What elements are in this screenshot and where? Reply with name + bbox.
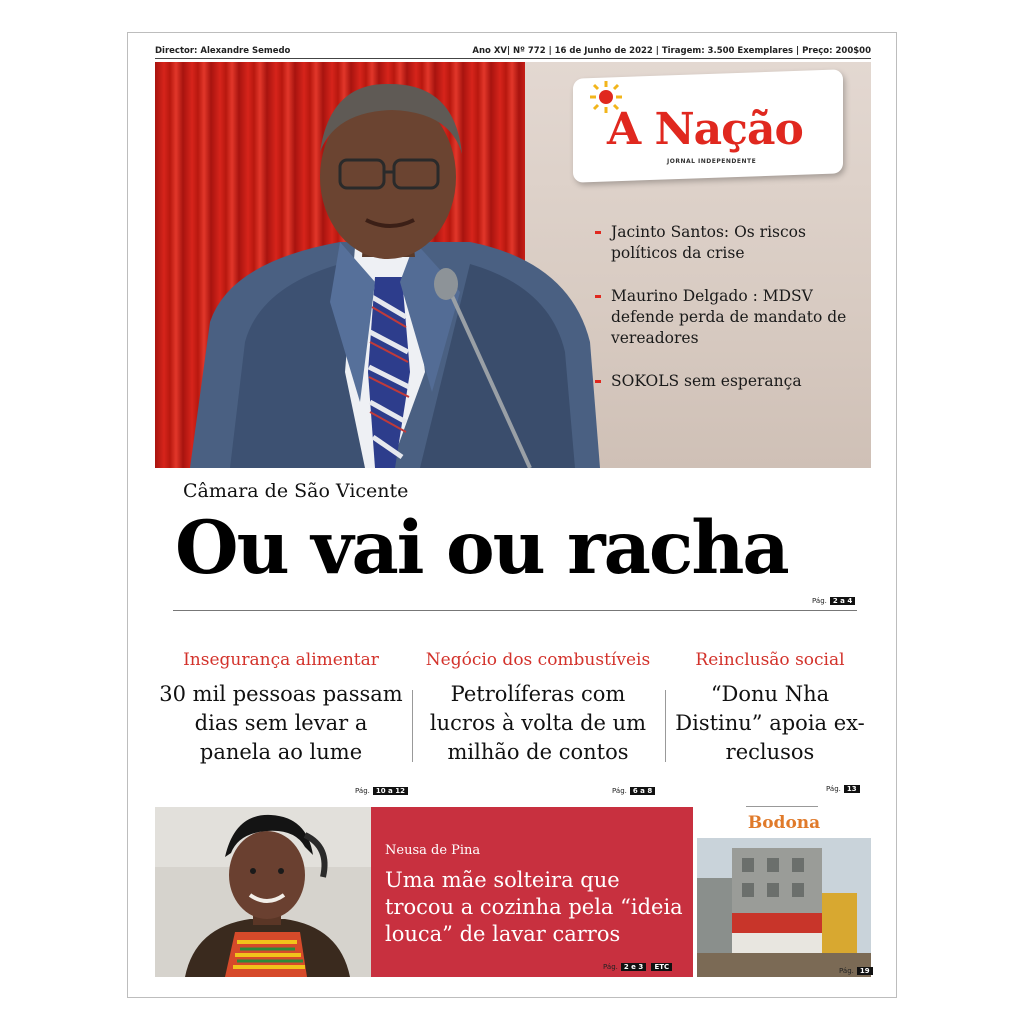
page-ref: Pág. 6 a 8 bbox=[612, 787, 655, 795]
woman-photo bbox=[155, 807, 371, 977]
teaser-item[interactable]: SOKOLS sem esperança bbox=[595, 371, 865, 392]
feature-photo bbox=[155, 807, 371, 977]
bodona-photo bbox=[697, 838, 871, 977]
lead-page-ref: Pág. 2 a 4 bbox=[812, 597, 855, 605]
logo-subtitle: JORNAL INDEPENDENTE bbox=[667, 158, 757, 165]
headline-divider bbox=[173, 610, 857, 611]
column-divider bbox=[665, 690, 666, 762]
building-photo bbox=[697, 838, 871, 977]
hero-photo bbox=[155, 62, 871, 468]
bodona-divider bbox=[746, 806, 818, 807]
bodona-label[interactable]: Bodona bbox=[747, 813, 821, 833]
section-label: Insegurança alimentar bbox=[183, 650, 379, 670]
section-label: Negócio dos combustíveis bbox=[425, 650, 651, 670]
feature-page-ref: Pág. 2 e 3 ETC bbox=[603, 963, 672, 971]
column-fuel-business[interactable] bbox=[418, 650, 658, 767]
story-title: Petrolíferas com lucros à volta de um milhão de contos bbox=[429, 682, 647, 764]
speaker-photo bbox=[170, 72, 610, 468]
bullet-icon bbox=[595, 295, 601, 298]
story-title: “Donu Nha Distinu” apoia ex-reclusos bbox=[675, 682, 865, 764]
lead-headline[interactable]: Ou vai ou racha bbox=[175, 505, 788, 591]
topline-divider bbox=[155, 58, 871, 59]
column-divider bbox=[412, 690, 413, 762]
teaser-item[interactable]: Jacinto Santos: Os riscos políticos da crise bbox=[595, 222, 865, 264]
issue-meta: Ano XV| Nº 772 | 16 de Junho de 2022 | Tiragem: 3.500 Exemplares | Preço: 200$00 bbox=[472, 46, 871, 56]
story-title: 30 mil pessoas passam dias sem levar a panela ao lume bbox=[159, 682, 403, 764]
bullet-icon bbox=[595, 380, 601, 383]
teaser-item[interactable]: Maurino Delgado : MDSV defende perda de mandato de vereadores bbox=[595, 286, 865, 349]
bodona-page-ref: Pág. 19 bbox=[839, 967, 873, 975]
newspaper-logo: A Nação bbox=[607, 104, 803, 155]
director-credit: Director: Alexandre Semedo bbox=[155, 46, 291, 56]
teaser-list bbox=[595, 222, 865, 414]
section-label: Reinclusão social bbox=[695, 650, 845, 670]
column-food-insecurity[interactable] bbox=[158, 650, 404, 767]
feature-title: Uma mãe solteira que trocou a cozinha pela “ideia louca” de lavar carros bbox=[385, 868, 683, 946]
feature-name: Neusa de Pina bbox=[385, 843, 481, 858]
column-social-reinclusion[interactable] bbox=[675, 650, 865, 767]
bullet-icon bbox=[595, 231, 601, 234]
page-ref: Pág. 13 bbox=[826, 785, 860, 793]
lead-kicker: Câmara de São Vicente bbox=[183, 480, 409, 502]
page-ref: Pág. 10 a 12 bbox=[355, 787, 408, 795]
feature-panel[interactable] bbox=[371, 807, 693, 977]
